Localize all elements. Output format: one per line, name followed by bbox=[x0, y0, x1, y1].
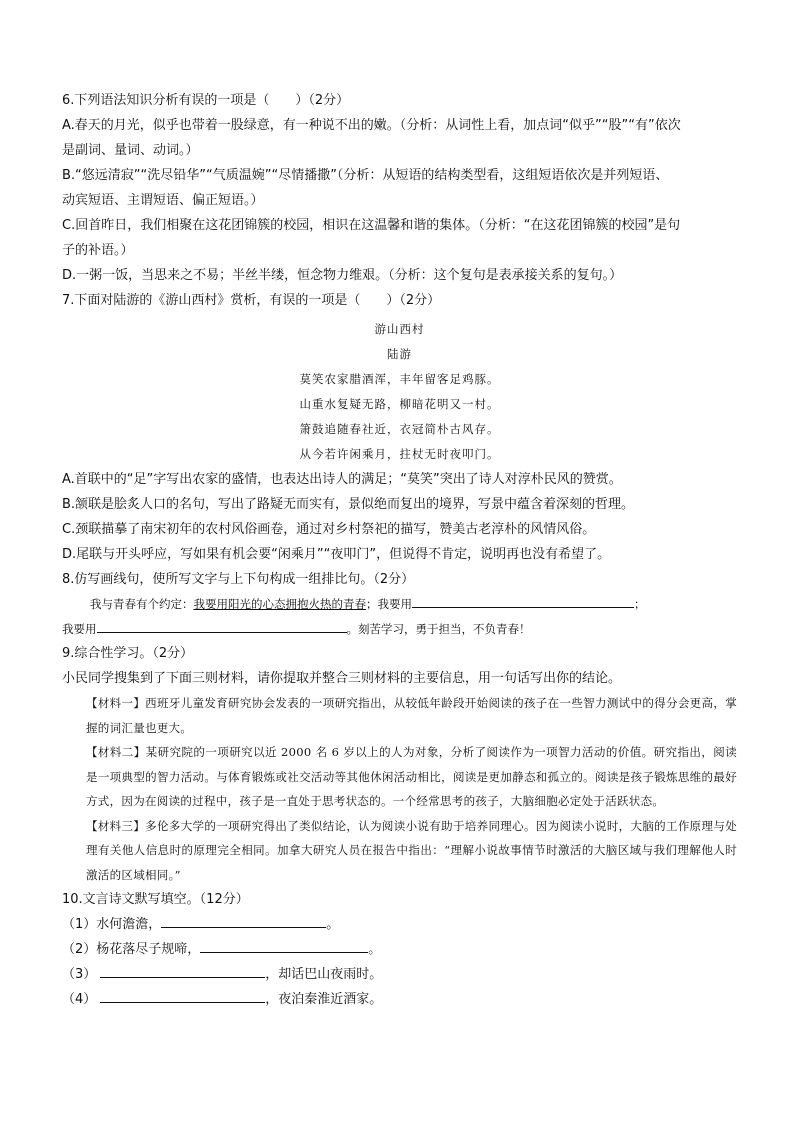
material-3-text: 【材料三】多伦多大学的一项研究得出了类似结论，认为阅读小说有助于培养同理心。因为阅读小说时，大脑的工作原理与处理有关他人信息时的原理完全相同。加拿大研究人员在报告中指出：“理解小说故事情节时激活的大脑区域与我们理解他人时激活的区域相同。” bbox=[86, 818, 737, 882]
poem-author: 陆游 bbox=[387, 347, 412, 361]
material-3 bbox=[62, 814, 737, 888]
q8-line2-suffix: 。刻苦学习，勇于担当，不负青春！ bbox=[346, 621, 531, 636]
q10-item-4-number: （4） bbox=[62, 992, 97, 1007]
q6-option-c-line2: 子的补语。） bbox=[62, 243, 134, 258]
q8-line1-prefix: 我与青春有个约定： bbox=[90, 597, 194, 611]
q9-stem: 9.综合性学习。（2分） bbox=[62, 646, 194, 661]
q10-answer-blank-1[interactable] bbox=[161, 913, 326, 928]
q6-option-c-line1: C.回首昨日，我们相聚在这花团锦簇的校园，相识在这温馨和谐的集体。（分析：“在这花团锦簇的校园”是句 bbox=[62, 218, 681, 233]
q7-option-a: A.首联中的“足”字写出农家的盛情，也表达出诗人的满足；“莫笑”突出了诗人对淳朴民风的赞赏。 bbox=[62, 472, 622, 487]
poem-line: 山重水复疑无路，柳暗花明又一村。 bbox=[299, 397, 500, 411]
q10-stem: 10.文言诗文默写填空。（12分） bbox=[62, 892, 249, 907]
q8-line1-mid: ；我要用 bbox=[366, 597, 412, 611]
poem-line: 从今若许闲乘月，拄杖无时夜叩门。 bbox=[299, 447, 500, 461]
q10-item-1-number: （1） bbox=[62, 917, 97, 932]
q6-stem: 6.下列语法知识分析有误的一项是（ ）（2分） bbox=[62, 93, 350, 108]
poem-title: 游山西村 bbox=[374, 322, 425, 336]
q6-option-d: D.一粥一饭，当思来之不易；半丝半缕，恒念物力维艰。（分析：这个复句是表承接关系的复句。） bbox=[62, 268, 623, 283]
material-2-text: 【材料二】某研究院的一项研究以近 2000 名 6 岁以上的人为对象，分析了阅读作为一项智力活动的价值。研究指出，阅读是一项典型的智力活动。与体育锻炼或社交活动等其他休闲活动相比，阅读是更加静态和孤立的。阅读是孩子锻炼思维的最好方式，因为在阅读的过程中，孩子是一直处于思考状态的。一个经常思考的孩子，大脑细胞必定处于活跃状态。 bbox=[86, 745, 737, 808]
q8-line2-prefix: 我要用 bbox=[62, 621, 97, 636]
q10-item-3-end: ，却话巴山夜雨时。 bbox=[265, 967, 383, 982]
q10-item-1-end: 。 bbox=[326, 917, 340, 932]
q10-item-1-text: 水何澹澹， bbox=[96, 917, 162, 932]
q7-stem: 7.下面对陆游的《游山西村》赏析，有误的一项是（ ）（2分） bbox=[62, 293, 441, 308]
q10-item-3 bbox=[62, 962, 737, 987]
q8-stem: 8.仿写画线句，使所写文字与上下句构成一组排比句。（2分） bbox=[62, 572, 415, 587]
q9-intro: 小民同学搜集到了下面三则材料，请你提取并整合三则材料的主要信息，用一句话写出你的结论。 bbox=[62, 671, 622, 686]
q8-line2 bbox=[62, 617, 737, 642]
material-2 bbox=[62, 740, 737, 814]
exam-page bbox=[62, 88, 737, 1012]
q7-option-b: B.颔联是脍炙人口的名句，写出了路疑无而实有，景似绝而复出的境界，写景中蕴含着深刻的哲理。 bbox=[62, 497, 635, 512]
q10-item-4 bbox=[62, 987, 737, 1012]
q10-item-3-number: （3） bbox=[62, 967, 97, 982]
q6-option-a-line2: 是副词、量词、动词。） bbox=[62, 143, 199, 158]
q10-item-1 bbox=[62, 912, 737, 937]
q10-item-4-end: ，夜泊秦淮近酒家。 bbox=[265, 992, 383, 1007]
q10-item-2 bbox=[62, 937, 737, 962]
poem-line: 莫笑农家腊酒浑，丰年留客足鸡豚。 bbox=[299, 372, 500, 386]
q8-line1 bbox=[62, 592, 737, 617]
q8-answer-blank-2[interactable] bbox=[97, 618, 347, 633]
q6-option-b-line2: 动宾短语、主谓短语、偏正短语。） bbox=[62, 193, 264, 208]
q10-item-2-end: 。 bbox=[368, 942, 382, 957]
q10-item-2-number: （2） bbox=[62, 942, 97, 957]
q8-line1-end: ； bbox=[634, 597, 646, 611]
q7-option-c: C.颈联描摹了南宋初年的农村风俗画卷，通过对乡村祭祀的描写，赞美古老淳朴的风情风俗。 bbox=[62, 522, 596, 537]
q8-underlined-sentence: 我要用阳光的心态拥抱火热的青春 bbox=[193, 597, 366, 611]
q6-option-b-line1: B.“悠远清寂”“洗尽铅华”“气质温婉”“尽情播撒”（分析：从短语的结构类型看，这组短语依次是并列短语、 bbox=[62, 168, 669, 183]
q8-answer-blank-1[interactable] bbox=[412, 593, 634, 608]
material-1 bbox=[62, 691, 737, 740]
q10-answer-blank-2[interactable] bbox=[200, 938, 368, 953]
q7-option-d: D.尾联与开头呼应，写如果有机会要“闲乘月”“夜叩门”，但说得不肯定，说明再也没有希望了。 bbox=[62, 547, 611, 562]
q6-option-a-line1: A.春天的月光，似乎也带着一股绿意，有一种说不出的嫩。（分析：从词性上看，加点词“似乎”“股”“有”依次 bbox=[62, 118, 681, 133]
q10-answer-blank-3[interactable] bbox=[100, 963, 265, 978]
q10-answer-blank-4[interactable] bbox=[100, 988, 265, 1003]
material-1-text: 【材料一】西班牙儿童发育研究协会发表的一项研究指出，从较低年龄段开始阅读的孩子在一些智力测试中的得分会更高，掌握的词汇量也更大。 bbox=[86, 696, 737, 735]
poem-line: 箫鼓追随春社近，衣冠简朴古风存。 bbox=[299, 422, 500, 436]
q10-item-2-text: 杨花落尽子规啼， bbox=[96, 942, 201, 957]
